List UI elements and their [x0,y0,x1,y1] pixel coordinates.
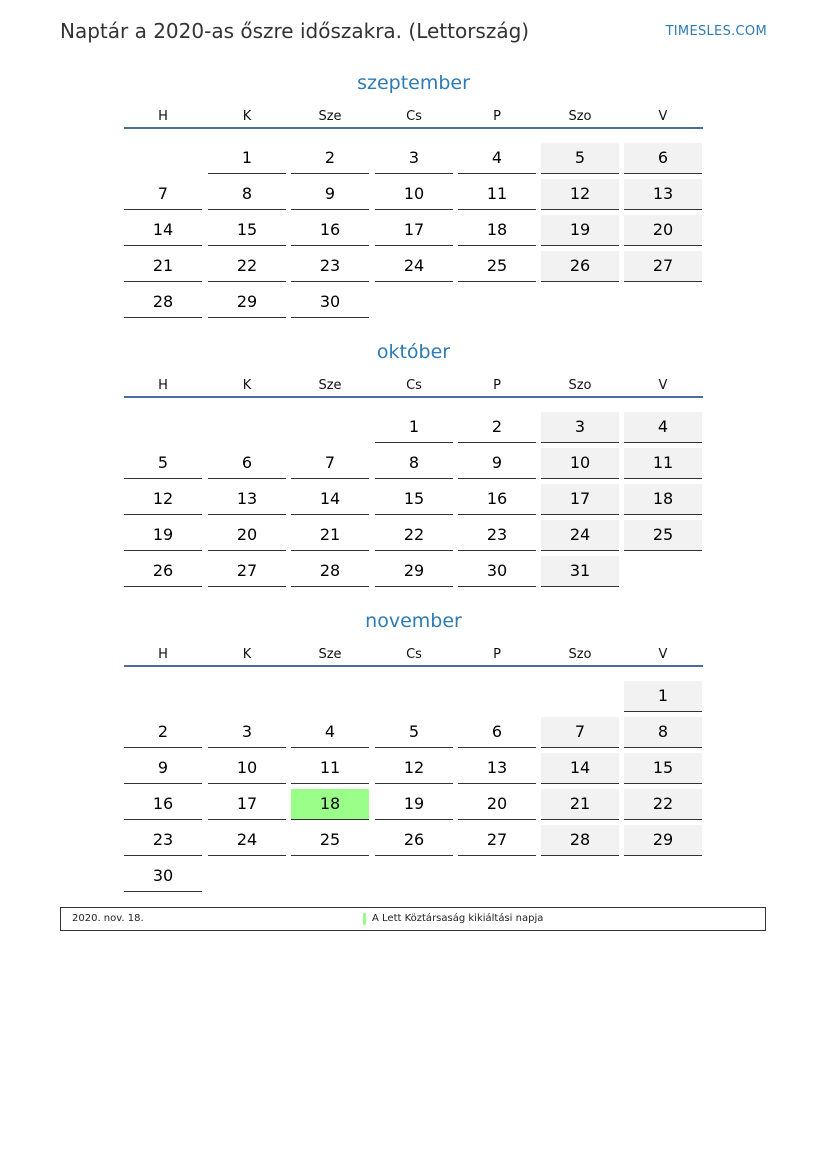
day-cell: 6 [624,143,702,174]
day-cell: 25 [624,520,702,551]
day-cell: 15 [208,215,286,246]
day-cell: 9 [124,753,202,784]
day-cell: 11 [291,753,369,784]
header-divider [124,396,703,398]
weekday-label: K [242,647,252,662]
day-cell: 13 [458,753,536,784]
weekday-label: Szo [568,647,592,662]
weekday-label: Cs [406,378,422,393]
day-cell: 18 [624,484,702,515]
weekday-label: Sze [318,647,342,662]
day-cell: 12 [541,179,619,210]
day-cell: 31 [541,556,619,587]
day-cell: 15 [624,753,702,784]
weekday-label: Sze [318,378,342,393]
day-cell: 24 [541,520,619,551]
day-cell: 1 [208,143,286,174]
day-cell: 12 [375,753,453,784]
day-cell: 2 [124,717,202,748]
day-cell: 14 [291,484,369,515]
day-cell: 6 [208,448,286,479]
day-cell: 20 [458,789,536,820]
brand-link[interactable]: TIMESLES.COM [665,24,767,39]
day-cell: 9 [458,448,536,479]
day-cell: 25 [291,825,369,856]
day-cell: 27 [208,556,286,587]
day-cell: 19 [375,789,453,820]
weekday-label: V [658,378,668,393]
day-cell: 30 [458,556,536,587]
day-cell: 2 [291,143,369,174]
weekday-label: Szo [568,109,592,124]
day-cell: 9 [291,179,369,210]
day-cell: 1 [375,412,453,443]
month-title: november [365,610,462,632]
day-cell: 3 [541,412,619,443]
legend-date: 2020. nov. 18. [72,913,144,924]
weekday-header-row [124,109,704,129]
day-cell: 27 [458,825,536,856]
day-cell: 15 [375,484,453,515]
day-cell: 21 [291,520,369,551]
legend-box [60,907,766,931]
day-cell: 17 [375,215,453,246]
day-cell: 27 [624,251,702,282]
day-cell: 13 [624,179,702,210]
day-cell: 1 [624,681,702,712]
day-cell: 17 [541,484,619,515]
weekday-label: V [658,647,668,662]
day-cell: 5 [375,717,453,748]
day-cell: 11 [624,448,702,479]
day-cell: 11 [458,179,536,210]
day-cell: 21 [541,789,619,820]
holiday-color-marker [363,913,366,925]
day-cell: 26 [375,825,453,856]
day-cell: 3 [375,143,453,174]
day-cell: 5 [124,448,202,479]
weekday-label: Cs [406,109,422,124]
day-cell: 8 [624,717,702,748]
weekday-label: P [493,647,501,662]
day-cell: 13 [208,484,286,515]
day-cell: 24 [208,825,286,856]
day-cell: 19 [541,215,619,246]
day-cell: 23 [291,251,369,282]
legend-holiday-name: A Lett Köztársaság kikiáltási napja [372,913,544,924]
day-cell: 23 [458,520,536,551]
day-cell: 3 [208,717,286,748]
day-cell: 22 [624,789,702,820]
day-cell: 19 [124,520,202,551]
day-cell: 7 [291,448,369,479]
day-cell: 28 [124,287,202,318]
day-cell: 30 [124,861,202,892]
day-cell: 28 [541,825,619,856]
day-cell: 4 [291,717,369,748]
month-title: október [376,341,451,363]
day-cell: 16 [291,215,369,246]
day-cell: 2 [458,412,536,443]
holiday-day-cell: 18 [291,789,369,820]
day-cell: 4 [458,143,536,174]
day-cell: 16 [458,484,536,515]
day-cell: 29 [375,556,453,587]
day-cell: 10 [375,179,453,210]
day-cell: 22 [375,520,453,551]
day-cell: 14 [541,753,619,784]
day-cell: 25 [458,251,536,282]
day-cell: 12 [124,484,202,515]
day-cell: 14 [124,215,202,246]
day-cell: 8 [375,448,453,479]
day-cell: 6 [458,717,536,748]
weekday-label: Cs [406,647,422,662]
weekday-header-row [124,378,704,398]
page-title: Naptár a 2020-as őszre időszakra. (Lettország) [60,19,530,43]
day-cell: 20 [624,215,702,246]
header-divider [124,665,703,667]
day-cell: 24 [375,251,453,282]
day-cell: 29 [208,287,286,318]
day-cell: 7 [124,179,202,210]
weekday-label: K [242,109,252,124]
weekday-label: K [242,378,252,393]
day-cell: 10 [208,753,286,784]
weekday-label: H [158,647,168,662]
month-title: szeptember [357,72,470,94]
day-cell: 18 [458,215,536,246]
weekday-label: P [493,109,501,124]
day-cell: 17 [208,789,286,820]
day-cell: 28 [291,556,369,587]
day-cell: 7 [541,717,619,748]
weekday-label: V [658,109,668,124]
day-cell: 4 [624,412,702,443]
day-cell: 26 [541,251,619,282]
weekday-label: H [158,378,168,393]
day-cell: 22 [208,251,286,282]
day-cell: 30 [291,287,369,318]
day-cell: 16 [124,789,202,820]
day-cell: 8 [208,179,286,210]
day-cell: 23 [124,825,202,856]
weekday-header-row [124,647,704,667]
day-cell: 29 [624,825,702,856]
weekday-label: Sze [318,109,342,124]
day-cell: 21 [124,251,202,282]
day-cell: 26 [124,556,202,587]
weekday-label: Szo [568,378,592,393]
header-divider [124,127,703,129]
day-cell: 20 [208,520,286,551]
day-cell: 10 [541,448,619,479]
weekday-label: H [158,109,168,124]
weekday-label: P [493,378,501,393]
day-cell: 5 [541,143,619,174]
